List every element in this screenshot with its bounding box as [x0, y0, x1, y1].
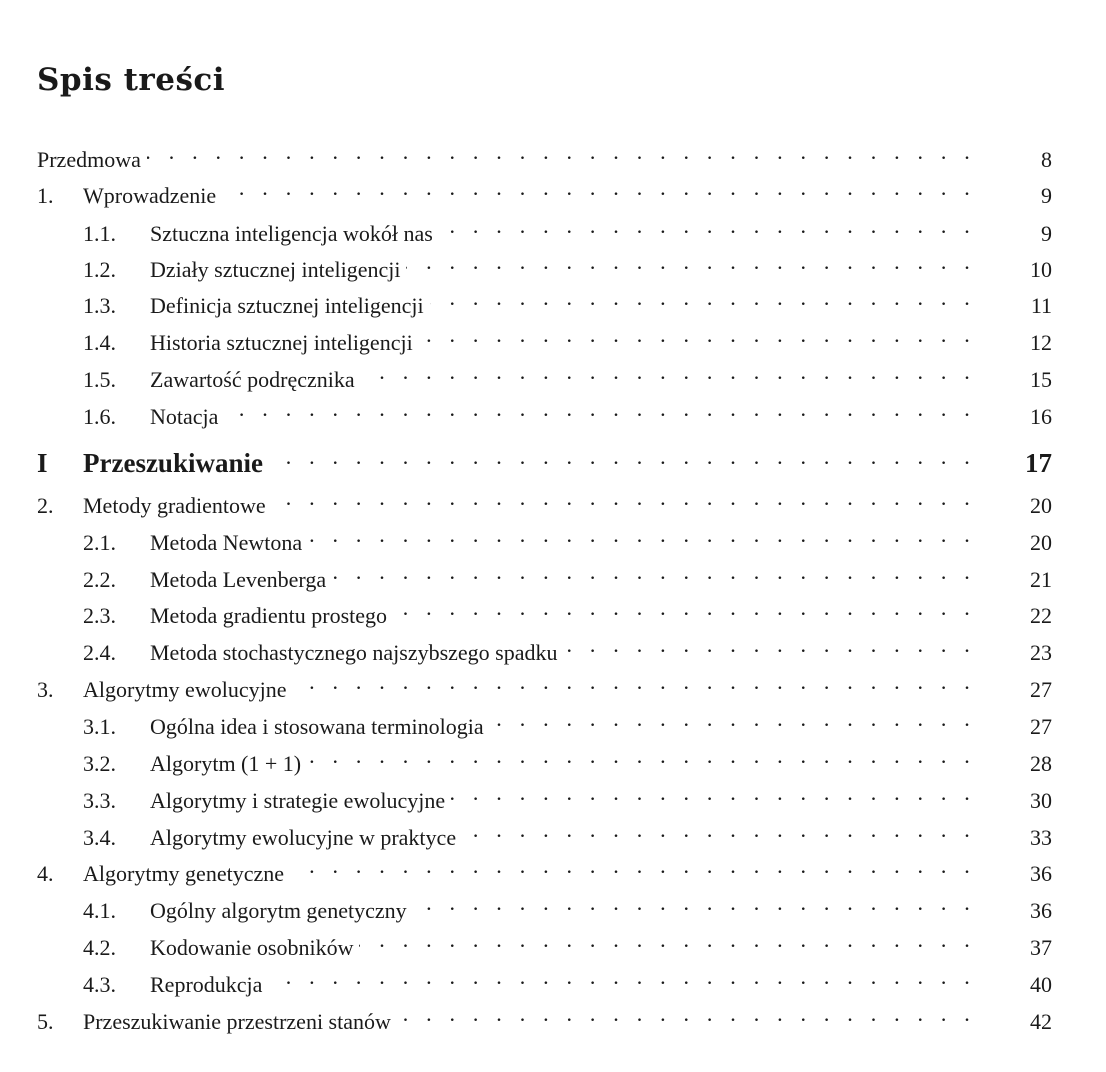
- entry-number: 5.: [37, 1009, 54, 1034]
- dot-leader: [222, 173, 976, 203]
- entry-number: 1.3.: [83, 293, 116, 318]
- entry-page-number: 37: [1030, 935, 1052, 960]
- dot-leader: [419, 320, 976, 350]
- dot-leader: [292, 667, 976, 697]
- toc-entry[interactable]: [83, 778, 1052, 813]
- entry-title: Działy sztucznej inteligencji: [150, 257, 401, 282]
- dot-leader: [564, 630, 977, 660]
- entry-title: Metoda Newtona: [150, 530, 303, 555]
- dot-leader: [224, 394, 976, 424]
- entry-page-number: 23: [1030, 640, 1052, 665]
- entry-number: 4.: [37, 861, 54, 886]
- toc-entry[interactable]: [83, 630, 1052, 665]
- entry-number: 1.5.: [83, 367, 116, 392]
- entry-title: Sztuczna inteligencja wokół nas: [150, 221, 433, 246]
- entry-page-number: 20: [1030, 493, 1052, 518]
- entry-number: 2.1.: [83, 530, 116, 555]
- dot-leader: [451, 778, 976, 808]
- entry-page-number: 28: [1030, 751, 1052, 776]
- entry-number: 1.4.: [83, 330, 116, 355]
- toc-entry[interactable]: [83, 741, 1052, 776]
- entry-number: 2.2.: [83, 567, 116, 592]
- entry-page-number: 21: [1030, 567, 1052, 592]
- page-title: Spis treści: [37, 62, 226, 98]
- toc-entry[interactable]: [83, 247, 1052, 282]
- entry-number: 4.3.: [83, 972, 116, 997]
- entry-number: 3.: [37, 677, 54, 702]
- entry-page-number: 12: [1030, 330, 1052, 355]
- entry-title: Wprowadzenie: [83, 183, 217, 208]
- entry-page-number: 17: [1025, 448, 1052, 478]
- entry-title: Notacja: [150, 404, 219, 429]
- toc-entry[interactable]: [83, 320, 1052, 355]
- entry-page-number: 40: [1030, 972, 1052, 997]
- entry-number: 3.2.: [83, 751, 116, 776]
- entry-title: Zawartość podręcznika: [150, 367, 355, 392]
- dot-leader: [359, 925, 976, 955]
- dot-leader: [147, 137, 976, 167]
- toc-entry[interactable]: [83, 394, 1052, 429]
- entry-title: Przeszukiwanie przestrzeni stanów: [83, 1009, 391, 1034]
- entry-number: 2.4.: [83, 640, 116, 665]
- entry-page-number: 36: [1030, 898, 1052, 923]
- entry-title: Historia sztucznej inteligencji: [150, 330, 413, 355]
- entry-page-number: 27: [1030, 714, 1052, 739]
- entry-number: 3.4.: [83, 825, 116, 850]
- toc-entry[interactable]: [83, 593, 1052, 628]
- toc-entry[interactable]: [83, 520, 1052, 555]
- toc-entry[interactable]: [83, 925, 1052, 960]
- entry-title: Algorytmy ewolucyjne: [83, 677, 287, 702]
- entry-number: I: [37, 448, 48, 478]
- toc-entry[interactable]: [37, 442, 1052, 478]
- entry-title: Metody gradientowe: [83, 493, 266, 518]
- dot-leader: [393, 593, 976, 623]
- dot-leader: [268, 962, 976, 992]
- dot-leader: [308, 520, 976, 550]
- entry-number: 3.3.: [83, 788, 116, 813]
- entry-title: Przeszukiwanie: [83, 448, 263, 478]
- dot-leader: [307, 741, 976, 771]
- toc-entry[interactable]: [83, 557, 1052, 592]
- entry-page-number: 33: [1030, 825, 1052, 850]
- entry-title: Kodowanie osobników: [150, 935, 354, 960]
- entry-title: Metoda Levenberga: [150, 567, 327, 592]
- entry-title: Algorytmy i strategie ewolucyjne: [150, 788, 446, 813]
- toc-entry[interactable]: [37, 137, 1052, 172]
- dot-leader: [361, 357, 976, 387]
- entry-number: 2.: [37, 493, 54, 518]
- toc-entry[interactable]: [37, 483, 1052, 518]
- toc-entry[interactable]: [83, 815, 1052, 850]
- entry-page-number: 16: [1030, 404, 1052, 429]
- entry-number: 2.3.: [83, 603, 116, 628]
- entry-page-number: 9: [1041, 183, 1052, 208]
- dot-leader: [272, 483, 976, 513]
- entry-number: 1.1.: [83, 221, 116, 246]
- entry-title: Metoda stochastycznego najszybszego spadku: [150, 640, 558, 665]
- entry-title: Przedmowa: [37, 147, 141, 172]
- dot-leader: [430, 283, 976, 313]
- entry-page-number: 42: [1030, 1009, 1052, 1034]
- toc-entry[interactable]: [83, 283, 1052, 318]
- entry-page-number: 15: [1030, 367, 1052, 392]
- toc-entry[interactable]: [83, 211, 1052, 246]
- entry-number: 3.1.: [83, 714, 116, 739]
- entry-page-number: 10: [1030, 257, 1052, 282]
- dot-leader: [406, 247, 976, 277]
- entry-title: Ogólna idea i stosowana terminologia: [150, 714, 484, 739]
- entry-page-number: 8: [1041, 147, 1052, 172]
- dot-leader: [269, 442, 976, 472]
- entry-number: 1.2.: [83, 257, 116, 282]
- entry-page-number: 36: [1030, 861, 1052, 886]
- toc-entry[interactable]: [37, 173, 1052, 208]
- entry-title: Algorytm (1 + 1): [150, 751, 302, 776]
- entry-page-number: 11: [1030, 293, 1052, 318]
- dot-leader: [490, 704, 976, 734]
- toc-entry[interactable]: [37, 851, 1052, 886]
- toc-entry[interactable]: [83, 888, 1052, 923]
- entry-number: 4.1.: [83, 898, 116, 923]
- entry-title: Metoda gradientu prostego: [150, 603, 388, 628]
- dot-leader: [413, 888, 976, 918]
- dot-leader: [462, 815, 976, 845]
- entry-title: Ogólny algorytm genetyczny: [150, 898, 407, 923]
- entry-page-number: 20: [1030, 530, 1052, 555]
- entry-page-number: 27: [1030, 677, 1052, 702]
- entry-number: 1.6.: [83, 404, 116, 429]
- dot-leader: [290, 851, 976, 881]
- dot-leader: [397, 999, 976, 1029]
- entry-title: Definicja sztucznej inteligencji: [150, 293, 424, 318]
- toc-entry[interactable]: [83, 704, 1052, 739]
- dot-leader: [439, 211, 976, 241]
- toc-entry[interactable]: [83, 962, 1052, 997]
- entry-page-number: 9: [1041, 221, 1052, 246]
- entry-title: Reprodukcja: [150, 972, 263, 997]
- toc-entry[interactable]: [37, 999, 1052, 1034]
- entry-number: 4.2.: [83, 935, 116, 960]
- toc-entry[interactable]: [83, 357, 1052, 392]
- entry-title: Algorytmy ewolucyjne w praktyce: [150, 825, 457, 850]
- entry-number: 1.: [37, 183, 54, 208]
- toc-entry[interactable]: [37, 667, 1052, 702]
- entry-page-number: 30: [1030, 788, 1052, 813]
- entry-title: Algorytmy genetyczne: [83, 861, 284, 886]
- dot-leader: [332, 557, 976, 587]
- entry-page-number: 22: [1030, 603, 1052, 628]
